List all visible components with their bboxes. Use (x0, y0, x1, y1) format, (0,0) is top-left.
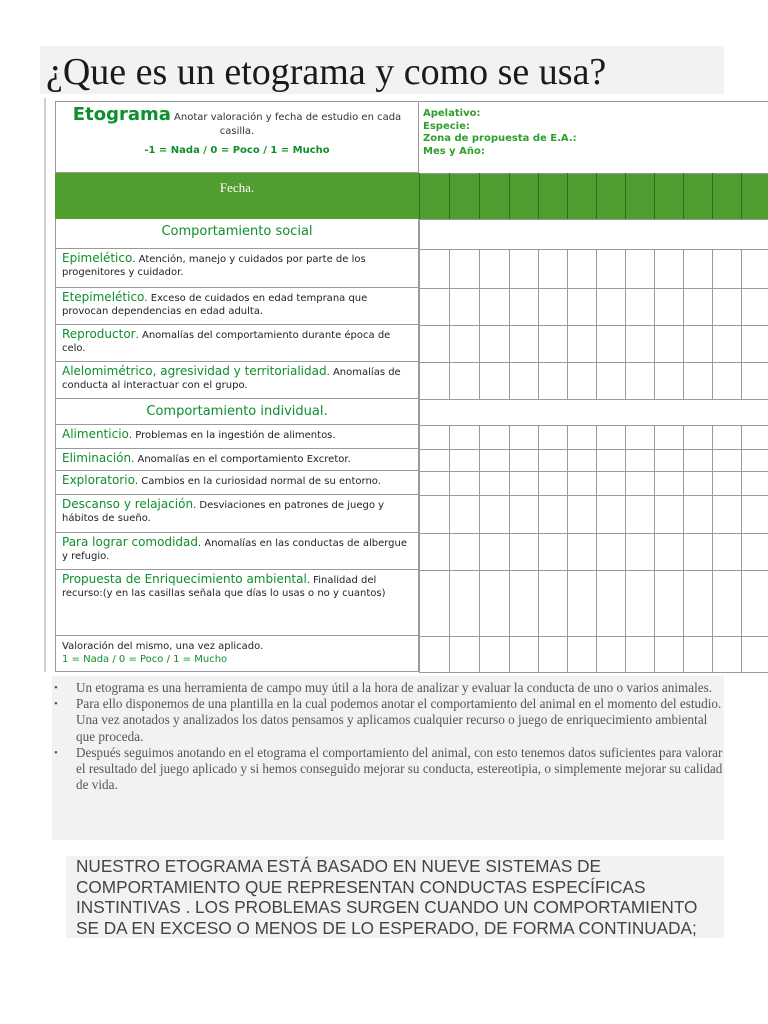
bullet-item (54, 680, 724, 696)
behavior-description: . Anomalías de conducta al interactuar con el grupo. (62, 367, 401, 391)
bullet-list (52, 676, 724, 793)
final-row-scale: 1 = Nada / 0 = Poco / 1 = Mucho (62, 654, 228, 665)
behavior-description: . Anomalías en el comportamiento Excretor. (131, 454, 351, 465)
behavior-name: Descanso y relajación (62, 497, 194, 511)
bullet-dot: • (54, 682, 58, 694)
behavior-row (55, 533, 419, 570)
behavior-name: Para lograr comodidad (62, 535, 198, 549)
bullets-panel (52, 676, 724, 840)
behavior-description: . Cambios en la curiosidad normal de su entorno. (134, 476, 381, 487)
behavior-name: Etepimelético (62, 290, 145, 304)
section-heading: Comportamiento individual. (55, 399, 419, 425)
behavior-description: . Exceso de cuidados en edad temprana que provocan dependencias en edad adulta. (62, 293, 368, 317)
sheet-header-right (419, 101, 768, 173)
behavior-description: . Desviaciones en patrones de juego y hábitos de sueño. (62, 500, 385, 524)
fecha-header: Fecha. (55, 173, 419, 219)
bullet-item (54, 696, 724, 745)
behavior-name: Alimenticio (62, 427, 129, 441)
behavior-row (55, 288, 419, 325)
header-scale: -1 = Nada / 0 = Poco / 1 = Mucho (144, 145, 330, 156)
behavior-description: . Atención, manejo y cuidados por parte de los progenitores y cuidador. (62, 254, 366, 278)
behavior-name: Reproductor (62, 327, 136, 341)
field-zona: Zona de propuesta de E.A.: (423, 133, 577, 144)
bullet-text: Un etograma es una herramienta de campo muy útil a la hora de analizar y evaluar la conducta de uno o varios animales. (76, 680, 713, 695)
field-apelativo: Apelativo: (423, 108, 481, 119)
bullet-item (54, 744, 724, 794)
behavior-name: Exploratorio (62, 473, 135, 487)
final-row-text: Valoración del mismo, una vez aplicado. (62, 641, 264, 652)
bullet-dot: • (54, 746, 58, 759)
page-title: ¿Que es un etograma y como se usa? (46, 51, 607, 93)
final-row (55, 636, 419, 672)
section-heading: Comportamiento social (55, 219, 419, 249)
behavior-description: . Finalidad del recurso:(y en las casillas señala que días lo usas o no y cuantos) (62, 575, 386, 599)
behavior-row (55, 495, 419, 533)
behavior-row (55, 471, 419, 495)
field-especie: Especie: (423, 120, 470, 132)
behavior-row (55, 449, 419, 471)
header-instruction-line (56, 104, 418, 139)
bullet-dot: • (54, 698, 58, 711)
behavior-row (55, 325, 419, 362)
field-mes: Mes y Año: (423, 145, 485, 157)
sheet-header-left (55, 101, 419, 173)
behavior-name: Eliminación (62, 451, 132, 465)
behavior-description: . Anomalías en las conductas de albergue y refugio. (62, 538, 407, 562)
behavior-row (55, 425, 419, 449)
behavior-row (55, 570, 419, 636)
behavior-row (55, 362, 419, 399)
sheet-edge (44, 98, 46, 672)
behavior-name: Alelomimétrico, agresividad y territorialidad (62, 364, 327, 378)
etograma-heading: Etograma (72, 104, 171, 125)
behavior-description: . Problemas en la ingestión de alimentos. (128, 430, 336, 441)
header-instruction: Anotar valoración y fecha de estudio en cada casilla. (170, 112, 402, 137)
title-box (40, 46, 724, 94)
caps-panel (66, 856, 724, 938)
behavior-name: Propuesta de Enriquecimiento ambiental (62, 572, 307, 586)
caps-paragraph: NUESTRO ETOGRAMA ESTÁ BASADO EN NUEVE SISTEMAS DE COMPORTAMIENTO QUE REPRESENTAN CONDUCTAS ESPECÍFICAS INSTINTIVAS . LOS PROBLEMAS SURGEN CUANDO UN COMPORTAMIENTO SE DA EN EXCESO O MENOS DE LO ESPERADO, DE FORMA CONTINUADA; (76, 856, 698, 938)
bullet-text: Para ello disponemos de una plantilla en la cual podemos anotar el comportamiento del animal en el momento del estudio. Una vez anotados y analizados los datos pensamos y aplicamos cualquier recurso o juego de enriquecimiento ambiental que proceda. (76, 696, 722, 744)
behavior-name: Epimelético (62, 251, 133, 265)
bullet-text: Después seguimos anotando en el etograma el comportamiento del animal, con esto tenemos datos suficientes para valorar el resultado del juego aplicado y si hemos conseguido mejorar su conducta, estereotipia, o simplemente mejorar su calidad de vida. (76, 744, 723, 793)
behavior-row (55, 249, 419, 288)
behavior-description: . Anomalías del comportamiento durante época de celo. (62, 330, 391, 354)
